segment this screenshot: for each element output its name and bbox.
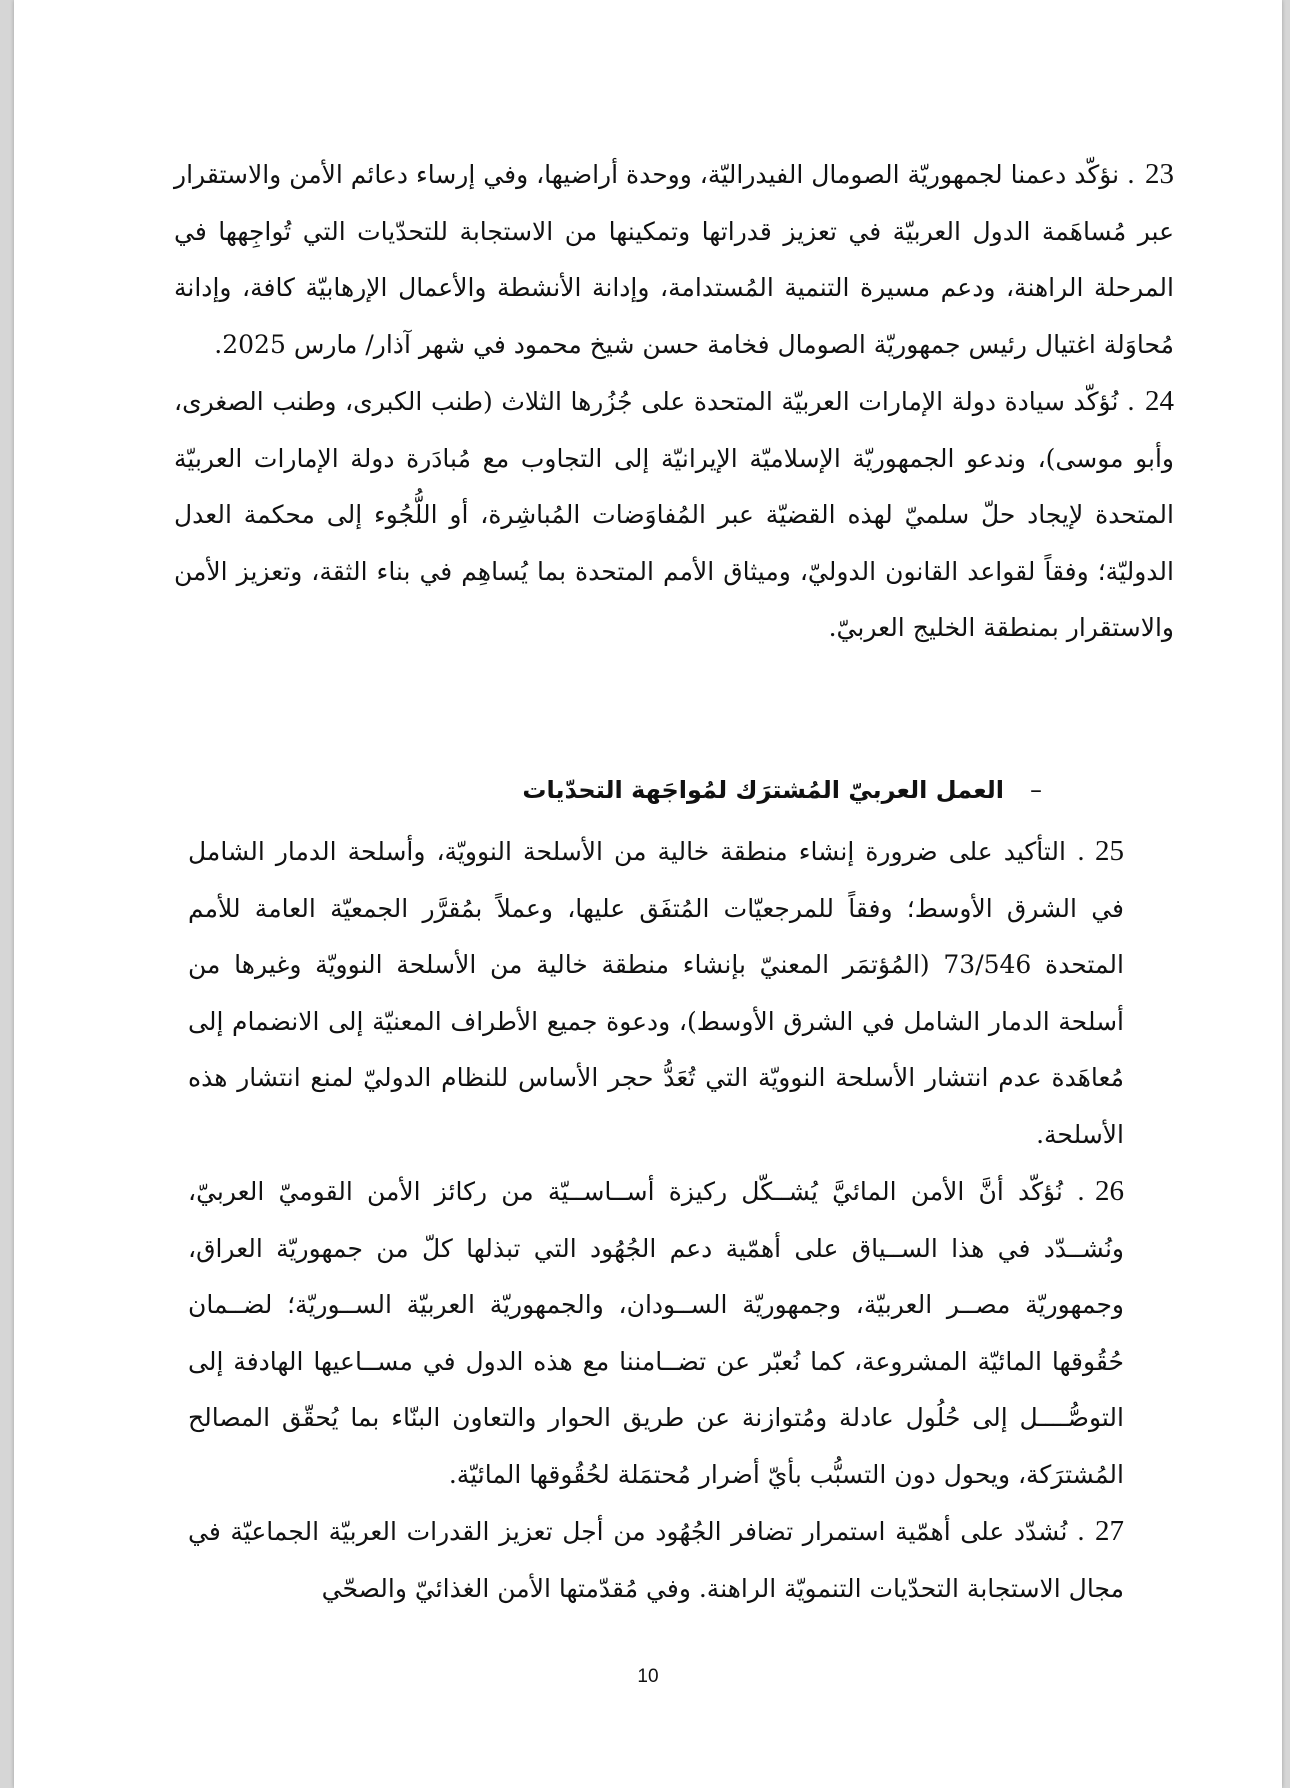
- item-text: . نُشدّد على أهمّية استمرار تضافر الجُهُود من أجل تعزيز القدرات العربيّة الجماعيّة في مجال الاستجابة التحدّيات التنمويّة الراهنة. وفي مُقدّمتها الأمن الغذائيّ والصحّي: [188, 1517, 1124, 1603]
- list-item-24: [174, 373, 1174, 657]
- item-text: . نؤكّد دعمنا لجمهوريّة الصومال الفيدراليّة، ووحدة أراضيها، وفي إرساء دعائم الأمن والاستقرار عبر مُساهَمة الدول العربيّة في تعزيز قدراتها وتمكينها من الاستجابة للتحدّيات التي تُواجِهها في المرحلة الراهنة، ودعم مسيرة التنمية المُستدامة، وإدانة الأنشطة والأعمال الإرهابيّة كافة، وإدانة مُحاوَلة اغتيال رئيس جمهوريّة الصومال فخامة حسن شيخ محمود في شهر آذار/ مارس 2025.: [174, 160, 1174, 359]
- item-text: . نُؤكّد سيادة دولة الإمارات العربيّة المتحدة على جُزُرها الثلاث (طنب الكبرى، وطنب الصغرى، وأبو موسى)، وندعو الجمهوريّة الإسلاميّة الإيرانيّة إلى التجاوب مع مُبادَرة دولة الإمارات العربيّة المتحدة لإيجاد حلّ سلميّ لهذه القضيّة عبر المُفاوَضات المُباشِرة، أو اللُّجُوء إلى محكمة العدل الدوليّة؛ وفقاً لقواعد القانون الدوليّ، وميثاق الأمم المتحدة بما يُساهِم في بناء الثقة، وتعزيز الأمن والاستقرار بمنطقة الخليج العربيّ.: [174, 387, 1174, 642]
- page-number: 10: [637, 1666, 659, 1687]
- section-heading: [522, 776, 1042, 804]
- item-text: . نُؤكّد أنَّ الأمن المائيَّ يُشــكّل ركيزة أســاســيّة من ركائز الأمن القوميّ العربيّ، ونُشــدّد في هذا الســياق على أهمّية دعم الجُهُود التي تبذلها كلّ من جمهوريّة العراق، وجمهوريّة مصــر العربيّة، وجمهوريّة الســودان، والجمهوريّة العربيّة الســوريّة؛ لضــمان حُقُوقها المائيّة المشروعة، كما نُعبّر عن تضــامننا مع هذه الدول في مســاعيها الهادفة إلى التوصُّــــل إلى حُلُول عادلة ومُتوازنة عن طريق الحوار والتعاون البنّاء بما يُحقّق المصالح المُشترَكة، ويحول دون التسبُّب بأيّ أضرار مُحتمَلة لحُقُوقها المائيّة.: [188, 1177, 1124, 1489]
- list-item-26: [188, 1163, 1124, 1503]
- item-number: 23: [1145, 158, 1174, 190]
- item-number: 27: [1095, 1515, 1124, 1547]
- paragraphs-bottom: [188, 823, 1124, 1617]
- heading-title: العمل العربيّ المُشترَك لمُواجَهة التحدّيات: [522, 776, 1004, 804]
- list-item-23: [174, 146, 1174, 373]
- item-number: 25: [1095, 835, 1124, 867]
- list-item-25: [188, 823, 1124, 1163]
- item-number: 26: [1095, 1175, 1124, 1207]
- document-page: [14, 0, 1282, 1788]
- paragraphs-top: [174, 146, 1174, 657]
- heading-dash: –: [1030, 776, 1042, 804]
- list-item-27: [188, 1503, 1124, 1617]
- item-number: 24: [1145, 385, 1174, 417]
- item-text: . التأكيد على ضرورة إنشاء منطقة خالية من الأسلحة النوويّة، وأسلحة الدمار الشامل في الشرق الأوسط؛ وفقاً للمرجعيّات المُتفَق عليها، وعملاً بمُقرَّر الجمعيّة العامة للأمم المتحدة 73/546 (المُؤتمَر المعنيّ بإنشاء منطقة خالية من الأسلحة النوويّة وغيرها من أسلحة الدمار الشامل في الشرق الأوسط)، ودعوة جميع الأطراف المعنيّة إلى الانضمام إلى مُعاهَدة عدم انتشار الأسلحة النوويّة التي تُعَدُّ حجر الأساس للنظام الدوليّ لمنع انتشار هذه الأسلحة.: [188, 837, 1124, 1149]
